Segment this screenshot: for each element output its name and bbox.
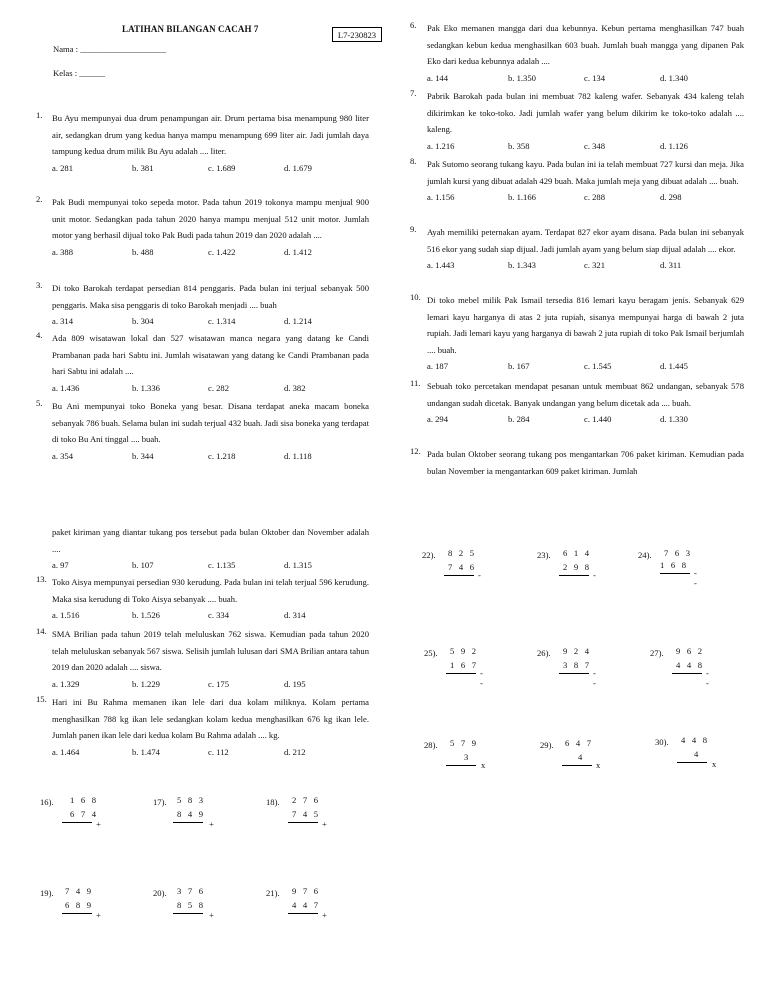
page-title: LATIHAN BILANGAN CACAH 7 xyxy=(122,24,259,34)
option-b[interactable]: b. 284 xyxy=(508,414,530,424)
option-a[interactable]: a. 388 xyxy=(52,246,74,257)
option-b[interactable]: b. 1.166 xyxy=(508,192,536,202)
operator: -- xyxy=(480,668,483,688)
operator: + xyxy=(96,910,101,920)
question-text: Ada 809 wisatawan lokal dan 527 wisatawan manca negara yang datang ke Candi Prambanan pada hari Sabtu ini. Jumlah wisatawan yang datang ke Candi Prambanan pada hari Sabtu ini adalah .... xyxy=(52,333,369,376)
option-b[interactable]: b. 381 xyxy=(132,162,154,173)
option-d[interactable]: d. 1.330 xyxy=(660,414,688,424)
operator: - xyxy=(593,570,596,580)
top-number: 7 4 9 xyxy=(65,886,94,896)
option-a[interactable]: a. 97 xyxy=(52,560,69,570)
top-number: 5 9 2 xyxy=(450,646,479,656)
question-4 xyxy=(36,330,369,396)
option-c[interactable]: c. 1.218 xyxy=(208,450,236,461)
bottom-number: 2 9 8 xyxy=(563,562,592,572)
option-c[interactable]: c. 334 xyxy=(208,610,230,620)
operator: -- xyxy=(593,668,596,688)
question-7 xyxy=(410,88,744,154)
product-line xyxy=(562,765,592,766)
question-number: 9. xyxy=(410,224,417,234)
option-c[interactable]: c. 288 xyxy=(584,192,606,202)
bottom-number: 6 8 9 xyxy=(65,900,94,910)
option-a[interactable]: a. 187 xyxy=(427,361,449,371)
bottom-number: 3 8 7 xyxy=(563,660,592,670)
top-number: 9 2 4 xyxy=(563,646,592,656)
question-12-continued xyxy=(36,524,369,573)
bottom-number: 6 7 4 xyxy=(70,809,99,819)
bottom-number: 7 4 5 xyxy=(292,809,321,819)
option-c[interactable]: c. 321 xyxy=(584,260,606,270)
option-b[interactable]: b. 344 xyxy=(132,450,154,461)
option-a[interactable]: a. 1.464 xyxy=(52,746,80,757)
top-number: 9 7 6 xyxy=(292,886,321,896)
question-number: 10. xyxy=(410,292,421,302)
problem-number: 19). xyxy=(40,888,54,898)
difference-line xyxy=(444,575,474,576)
problem-number: 22). xyxy=(422,550,436,560)
question-text: paket kiriman yang diantar tukang pos tersebut pada bulan Oktober dan November adalah .... xyxy=(52,527,369,554)
question-11 xyxy=(410,378,744,427)
option-c[interactable]: c. 282 xyxy=(208,382,230,393)
question-number: 8. xyxy=(410,156,417,166)
question-number: 1. xyxy=(36,110,43,120)
option-a[interactable]: a. 1.436 xyxy=(52,382,80,393)
sum-line xyxy=(62,822,92,823)
bottom-number: 3 xyxy=(464,752,471,762)
option-d[interactable]: d. 1.340 xyxy=(660,72,688,83)
problem-number: 25). xyxy=(424,648,438,658)
question-text: Sebuah toko percetakan mendapat pesanan untuk membuat 862 undangan, sebanyak 578 undangan sudah dicetak. Banyak undangan yang belum dicetak ada .... buah. xyxy=(427,381,744,408)
difference-line xyxy=(559,673,589,674)
option-c[interactable]: c. 1.440 xyxy=(584,414,612,424)
bottom-number: 4 xyxy=(578,752,585,762)
option-c[interactable]: c. 134 xyxy=(584,72,606,83)
question-3 xyxy=(36,280,369,329)
bottom-number: 1 6 7 xyxy=(450,660,479,670)
option-d[interactable]: d. 1.118 xyxy=(284,450,312,461)
question-number: 2. xyxy=(36,194,43,204)
question-6 xyxy=(410,20,744,86)
difference-line xyxy=(672,673,702,674)
option-d[interactable]: d. 382 xyxy=(284,382,306,393)
difference-line xyxy=(446,673,476,674)
question-text: Hari ini Bu Rahma memanen ikan lele dari dua kolam miliknya. Kolam pertama menghasilkan 788 kg ikan lele sedangkan kolam kedua menghasilkan 676 kg ikan lele. Jumlah panen ikan lele dari kedua kolam Bu Rahma adalah .... kg. xyxy=(52,697,369,740)
option-b[interactable]: b. 488 xyxy=(132,246,154,257)
bottom-number: 8 5 8 xyxy=(177,900,206,910)
problem-number: 28). xyxy=(424,740,438,750)
operator: + xyxy=(322,819,327,829)
option-b[interactable]: b. 1.229 xyxy=(132,678,160,689)
option-d[interactable]: d. 311 xyxy=(660,260,682,270)
question-text: Ayah memiliki peternakan ayam. Terdapat 827 ekor ayam disana. Pada bulan ini sebanyak 516 ekor yang sudah siap dijual. Jadi jumlah ayam yang belum siap dijual adalah .... ekor. xyxy=(427,227,744,254)
problem-number: 18). xyxy=(266,797,280,807)
option-d[interactable]: d. 1.126 xyxy=(660,140,688,151)
option-c[interactable]: c. 348 xyxy=(584,140,606,151)
option-b[interactable]: b. 1.474 xyxy=(132,746,160,757)
question-10 xyxy=(410,292,744,374)
problem-number: 30). xyxy=(655,737,669,747)
operator: + xyxy=(209,910,214,920)
option-d[interactable]: d. 1.315 xyxy=(284,560,312,570)
option-d[interactable]: d. 1.412 xyxy=(284,246,312,257)
question-text: SMA Brilian pada tahun 2019 telah meluluskan 762 siswa. Kemudian pada tahun 2020 telah meluluskan sebanyak 567 siswa. Selisih jumlah lulusan dari SMA Brilian antara tahun 2019 dan 2020 adalah .... siswa. xyxy=(52,629,369,672)
option-b[interactable]: b. 107 xyxy=(132,560,154,570)
question-text: Pada bulan Oktober seorang tukang pos mengantarkan 706 paket kiriman. Kemudian pada bulan November ia mengantarkan 609 paket kiriman. Jumlah xyxy=(427,449,744,476)
operator: x xyxy=(712,759,717,769)
option-a[interactable]: a. 1.443 xyxy=(427,260,455,270)
question-13 xyxy=(36,574,369,623)
top-number: 5 8 3 xyxy=(177,795,206,805)
top-number: 8 2 5 xyxy=(448,548,477,558)
sum-line xyxy=(173,822,203,823)
problem-number: 21). xyxy=(266,888,280,898)
question-number: 14. xyxy=(36,626,47,636)
operator: -- xyxy=(706,668,709,688)
top-number: 4 4 8 xyxy=(681,735,710,745)
option-d[interactable]: d. 298 xyxy=(660,192,682,202)
top-number: 7 6 3 xyxy=(664,548,693,558)
option-a[interactable]: a. 1.156 xyxy=(427,192,455,202)
operator: x xyxy=(481,760,486,770)
question-8 xyxy=(410,156,744,205)
bottom-number: 8 4 9 xyxy=(177,809,206,819)
difference-line xyxy=(660,573,690,574)
problem-number: 17). xyxy=(153,797,167,807)
document-code: L7-230823 xyxy=(332,27,382,42)
option-b[interactable]: b. 1.336 xyxy=(132,382,160,393)
top-number: 5 7 9 xyxy=(450,738,479,748)
top-number: 9 6 2 xyxy=(676,646,705,656)
option-d[interactable]: d. 1.445 xyxy=(660,361,688,371)
top-number: 6 4 7 xyxy=(565,738,594,748)
option-a[interactable]: a. 1.516 xyxy=(52,610,80,620)
question-9 xyxy=(410,224,744,273)
question-text: Di toko mebel milik Pak Ismail tersedia 816 lemari kayu beragam jenis. Sebanyak 629 lemari kayu harganya di atas 2 juta rupiah, sisanya mempunyai harga di bawah 2 juta rupiah. Jadi lemari kayu yang harganya di bawah 2 juta rupiah di toko Pak Ismail berjumlah .... buah. xyxy=(427,295,744,355)
question-text: Bu Ayu mempunyai dua drum penampungan air. Drum pertama bisa menampung 980 liter air, sedangkan drum yang kedua hanya mampu menampung 699 liter air. Jadi jumlah daya tampung kedua drum milik Bu Ayu adalah .... liter. xyxy=(52,113,369,156)
question-number: 6. xyxy=(410,20,417,30)
question-number: 4. xyxy=(36,330,43,340)
option-c[interactable]: c. 1.135 xyxy=(208,560,236,570)
sum-line xyxy=(288,913,318,914)
option-b[interactable]: b. 358 xyxy=(508,140,530,151)
question-number: 13. xyxy=(36,574,47,584)
question-15 xyxy=(36,694,369,760)
top-number: 3 7 6 xyxy=(177,886,206,896)
question-14 xyxy=(36,626,369,692)
question-text: Di toko Barokah terdapat persedian 814 penggaris. Pada bulan ini terjual sebanyak 500 penggaris. Maka sisa penggaris di toko Barokah menjadi .... buah xyxy=(52,283,369,310)
option-b[interactable]: b. 1.343 xyxy=(508,260,536,270)
problem-number: 24). xyxy=(638,550,652,560)
question-number: 11. xyxy=(410,378,421,388)
sum-line xyxy=(62,913,92,914)
product-line xyxy=(446,765,476,766)
kelas-field[interactable]: Kelas : ______ xyxy=(53,68,106,78)
bottom-number: 7 4 6 xyxy=(448,562,477,572)
operator: -- xyxy=(694,568,697,588)
option-a[interactable]: a. 281 xyxy=(52,162,74,173)
option-b[interactable]: b. 1.526 xyxy=(132,610,160,620)
operator: - xyxy=(478,570,481,580)
problem-number: 23). xyxy=(537,550,551,560)
operator: + xyxy=(322,910,327,920)
problem-number: 20). xyxy=(153,888,167,898)
question-text: Pabrik Barokah pada bulan ini membuat 782 kaleng wafer. Sebanyak 434 kaleng telah dikirimkan ke toko-toko. Jadi jumlah wafer yang belum dikirim ke toko-toko adalah .... kaleng. xyxy=(427,91,744,134)
product-line xyxy=(677,762,707,763)
question-number: 5. xyxy=(36,398,43,408)
question-12 xyxy=(410,446,744,479)
question-number: 7. xyxy=(410,88,417,98)
operator: + xyxy=(96,819,101,829)
problem-number: 16). xyxy=(40,797,54,807)
sum-line xyxy=(288,822,318,823)
option-c[interactable]: c. 1.545 xyxy=(584,361,612,371)
problem-number: 26). xyxy=(537,648,551,658)
option-b[interactable]: b. 304 xyxy=(132,316,154,326)
option-d[interactable]: d. 1.214 xyxy=(284,316,312,326)
top-number: 2 7 6 xyxy=(292,795,321,805)
option-c[interactable]: c. 1.314 xyxy=(208,316,236,326)
question-5 xyxy=(36,398,369,464)
operator: x xyxy=(596,760,601,770)
option-a[interactable]: a. 314 xyxy=(52,316,74,326)
bottom-number: 1 6 8 xyxy=(660,560,689,570)
top-number: 6 1 4 xyxy=(563,548,592,558)
question-2 xyxy=(36,194,369,260)
bottom-number: 4 4 7 xyxy=(292,900,321,910)
operator: + xyxy=(209,819,214,829)
option-b[interactable]: b. 1.350 xyxy=(508,72,536,83)
question-number: 12. xyxy=(410,446,421,456)
bottom-number: 4 xyxy=(694,749,701,759)
option-c[interactable]: c. 112 xyxy=(208,746,229,757)
option-c[interactable]: c. 1.689 xyxy=(208,162,236,173)
question-text: Pak Sutomo seorang tukang kayu. Pada bulan ini ia telah membuat 727 kursi dan meja. Jika jumlah kursi yang dibuat adalah 429 buah. Maka jumlah meja yang dibuat adalah .... buah. xyxy=(427,159,744,186)
option-a[interactable]: a. 144 xyxy=(427,72,449,83)
difference-line xyxy=(559,575,589,576)
option-d[interactable]: d. 195 xyxy=(284,678,306,689)
question-text: Pak Eko memanen mangga dari dua kebunnya. Kebun pertama menghasilkan 747 buah sedangkan kebun kedua menghasilkan 603 buah. Jumlah buah mangga yang dipanen Pak Eko dari kedua kebunnya adalah .... xyxy=(427,23,744,66)
question-number: 3. xyxy=(36,280,43,290)
option-d[interactable]: d. 212 xyxy=(284,746,306,757)
top-number: 1 6 8 xyxy=(70,795,99,805)
sum-line xyxy=(173,913,203,914)
nama-field[interactable]: Nama : ____________________ xyxy=(53,44,167,54)
question-text: Pak Budi mempunyai toko sepeda motor. Pada tahun 2019 tokonya mampu menjual 900 unit motor. Sedangkan pada tahun 2020 hanya mampu menjual 512 unit motor. Jumlah motor yang berhasil dijual toko Pak Budi pada tahun 2019 dan 2020 adalah .... xyxy=(52,197,369,240)
option-a[interactable]: a. 354 xyxy=(52,450,74,461)
bottom-number: 4 4 8 xyxy=(676,660,705,670)
problem-number: 29). xyxy=(540,740,554,750)
question-1 xyxy=(36,110,369,176)
option-b[interactable]: b. 167 xyxy=(508,361,530,371)
option-a[interactable]: a. 1.216 xyxy=(427,140,455,151)
option-d[interactable]: d. 314 xyxy=(284,610,306,620)
question-text: Bu Ani mempunyai toko Boneka yang besar. Disana terdapat aneka macam boneka sebanyak 786 buah. Selama bulan ini sudah terjual 432 buah. Jadi sisa boneka yang terdapat di toko Bu Ani tinggal .... buah. xyxy=(52,401,369,444)
option-a[interactable]: a. 1.329 xyxy=(52,678,80,689)
option-c[interactable]: c. 1.422 xyxy=(208,246,236,257)
question-text: Toko Aisya mempunyai persedian 930 kerudung. Pada bulan ini telah terjual 596 kerudung. Maka sisa kerudung di Toko Aisya sebanyak .... buah. xyxy=(52,577,369,604)
problem-number: 27). xyxy=(650,648,664,658)
option-d[interactable]: d. 1.679 xyxy=(284,162,312,173)
option-a[interactable]: a. 294 xyxy=(427,414,449,424)
question-number: 15. xyxy=(36,694,47,704)
option-c[interactable]: c. 175 xyxy=(208,678,230,689)
